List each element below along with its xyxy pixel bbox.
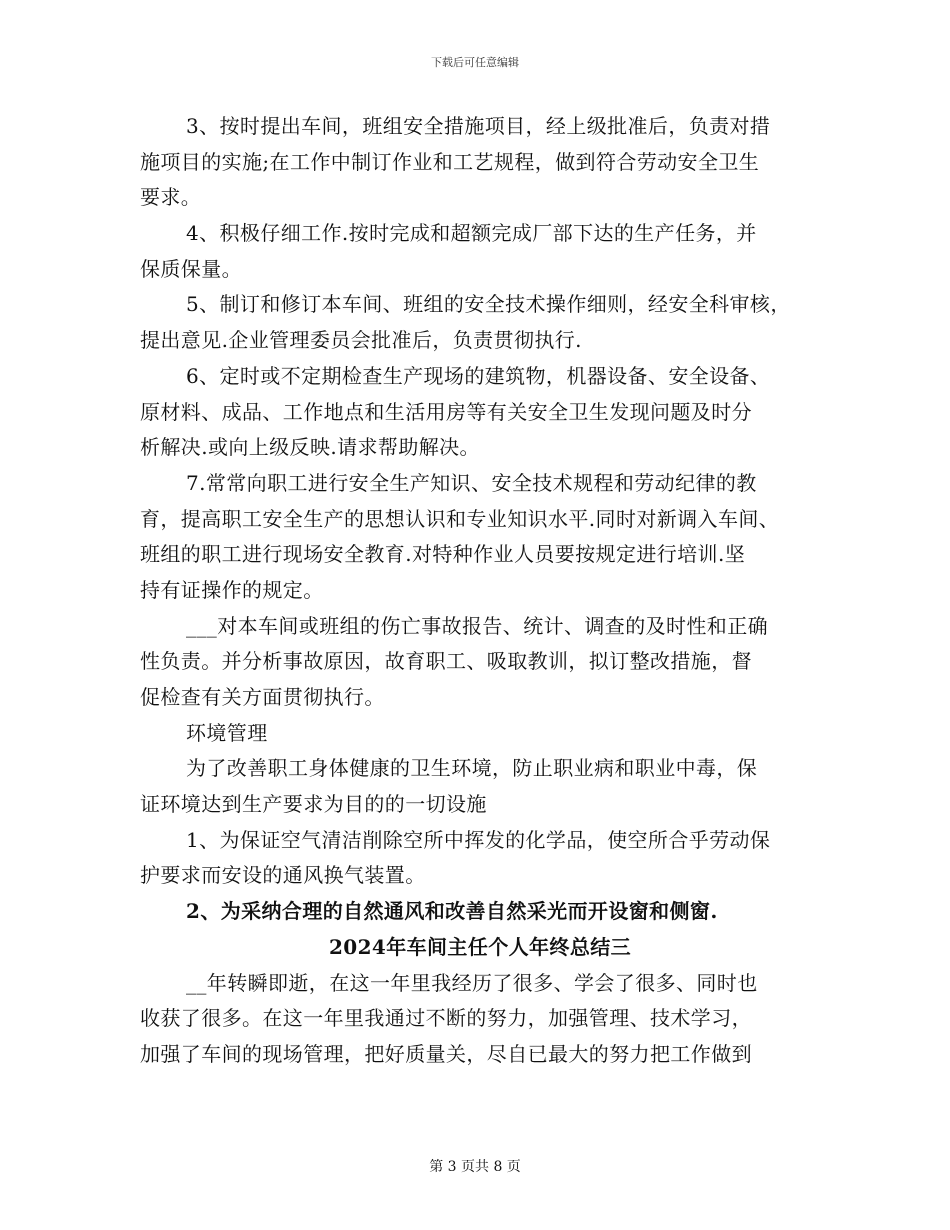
page-footer: 第 3 页共 8 页 <box>429 1159 521 1175</box>
paragraph-line: 证环境达到生产要求为目的的一切设施 <box>140 792 487 817</box>
page-header: 下载后可任意编辑 <box>431 56 519 69</box>
paragraph-line: 性负责。并分析事故原因，故育职工、吸取教训，拟订整改措施，督 <box>140 649 752 674</box>
paragraph-line: 护要求而安设的通风换气装置。 <box>140 863 426 888</box>
paragraph-line: 收获了很多。在这一年里我通过不断的努力，加强管理、技术学习， <box>140 1006 752 1031</box>
paragraph-line: 5、制订和修订本车间、班组的安全技术操作细则，经安全科审核， <box>186 292 791 317</box>
paragraph-line: 6、定时或不定期检查生产现场的建筑物，机器设备、安全设备、 <box>186 363 771 388</box>
paragraph-line: 育，提高职工安全生产的思想认识和专业知识水平.同时对新调入车间、 <box>140 506 780 531</box>
paragraph-line: 析解决.或向上级反映.请求帮助解决。 <box>140 435 480 460</box>
paragraph-line: 原材料、成品、工作地点和生活用房等有关安全卫生发现问题及时分 <box>140 399 752 424</box>
paragraph-line: __年转瞬即逝，在这一年里我经历了很多、学会了很多、同时也 <box>186 970 758 995</box>
paragraph-line: ___对本车间或班组的伤亡事故报告、统计、调查的及时性和正确 <box>186 613 768 638</box>
paragraph-line: 持有证操作的规定。 <box>140 577 324 602</box>
paragraph-line: 3、按时提出车间，班组安全措施项目，经上级批准后，负责对措 <box>186 114 771 138</box>
paragraph-line: 提出意见.企业管理委员会批准后，负责贯彻执行. <box>140 328 582 353</box>
bold-paragraph-line: 2、为采纳合理的自然通风和改善自然采光而开设窗和侧窗. <box>186 899 718 924</box>
section-heading: 环境管理 <box>186 720 268 745</box>
paragraph-line: 7.常常向职工进行安全生产知识、安全技术规程和劳动纪律的教 <box>186 470 757 495</box>
paragraph-line: 要求。 <box>140 185 202 210</box>
paragraph-line: 促检查有关方面贯彻执行。 <box>140 685 385 709</box>
document-body <box>140 109 820 1073</box>
paragraph-line: 1、为保证空气清洁削除空所中挥发的化学品，使空所合乎劳动保 <box>186 827 771 852</box>
paragraph-line: 施项目的实施;在工作中制订作业和工艺规程，做到符合劳动安全卫生 <box>140 149 760 174</box>
paragraph-line: 为了改善职工身体健康的卫生环境，防止职业病和职业中毒，保 <box>186 756 758 781</box>
document-title: 2024年车间主任个人年终总结三 <box>328 934 632 959</box>
paragraph-line: 班组的职工进行现场安全教育.对特种作业人员要按规定进行培训.坚 <box>140 542 746 567</box>
paragraph-line: 保质保量。 <box>140 256 242 281</box>
paragraph-line: 4、积极仔细工作.按时完成和超额完成厂部下达的生产任务，并 <box>186 221 757 246</box>
paragraph-line: 加强了车间的现场管理，把好质量关，尽自已最大的努力把工作做到 <box>140 1041 752 1066</box>
